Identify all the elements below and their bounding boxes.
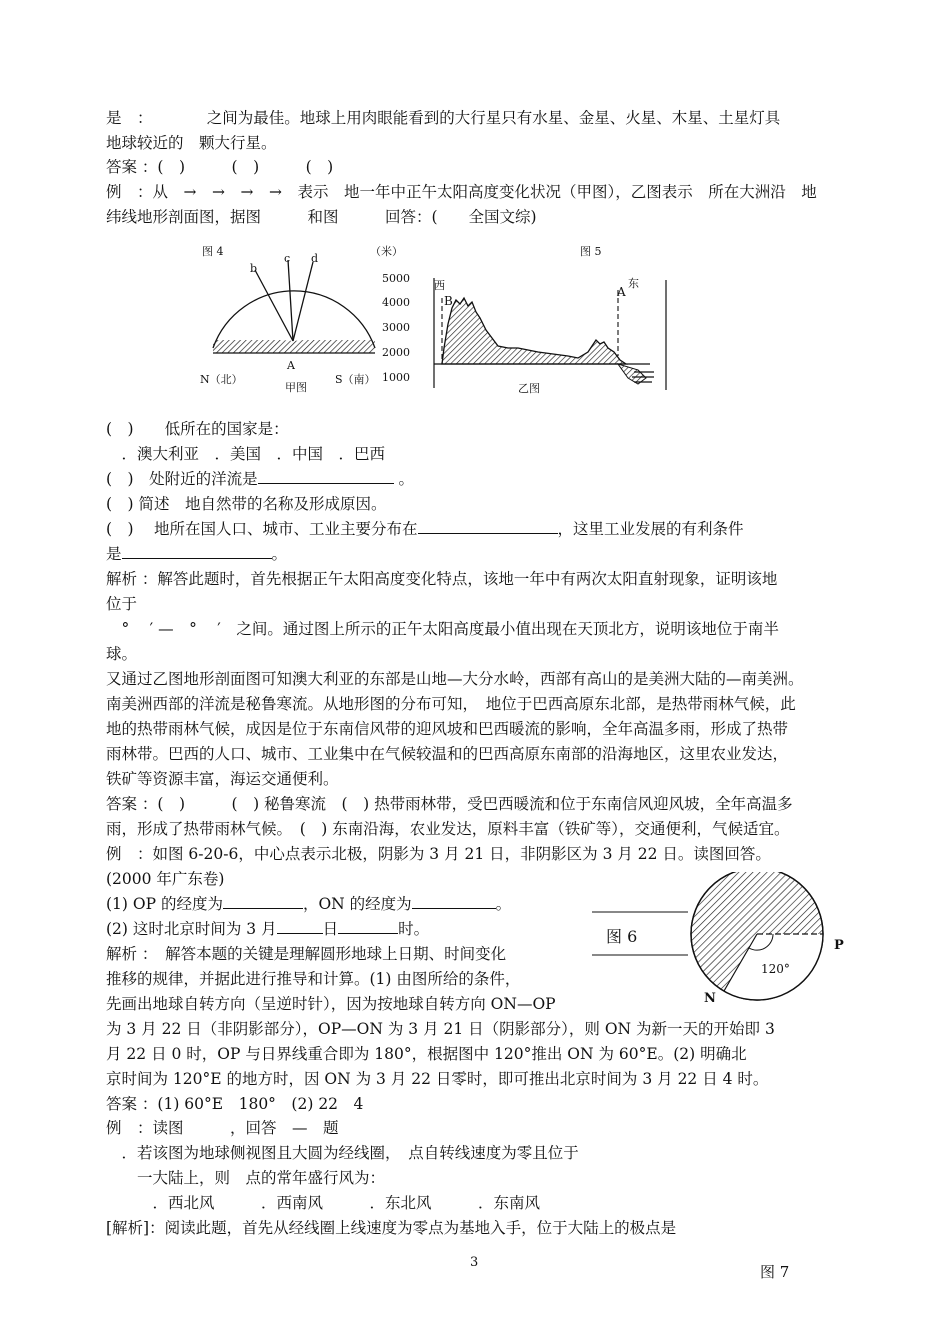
analysis-line: 铁矿等资源丰富，海运交通便利。 <box>106 770 339 788</box>
figure-5 <box>370 238 678 398</box>
answer-blank[interactable] <box>418 519 558 534</box>
example-question-text: (2) 这时北京时间为 3 月 <box>106 920 277 938</box>
example-line: 例 ：从 → → → → 表示 地一年中正午太阳高度变化状况（甲图），乙图表示 所在大洲沿 地 <box>106 183 817 201</box>
elevation-tick: 5000 <box>382 272 410 285</box>
analysis-line: 解析 ：解答此题时，首先根据正午太阳高度变化特点，该地一年中有两次太阳直射现象，证明该地 <box>106 570 778 588</box>
analysis-line: 雨林带。巴西的人口、城市、工业集中在气候较温和的巴西高原东南部的沿海地区，这里农业发达， <box>106 745 789 763</box>
analysis-line: 先画出地球自转方向（呈逆时针），因为按地球自转方向 ON—OP <box>106 995 556 1013</box>
elevation-unit: （米） <box>370 245 403 258</box>
point-label-n: N <box>704 991 716 1006</box>
analysis-line: 推移的规律，并据此进行推导和计算。(1) 由图所给的条件， <box>106 970 521 988</box>
analysis-line: 地的热带雨林气候，成因是位于东南信风带的迎风坡和巴西暖流的影响，全年高温多雨，形成了热带 <box>106 720 789 738</box>
analysis-line: [解析]：阅读此题，首先从经线圈上线速度为零点为基地入手，位于大陆上的极点是 <box>106 1219 677 1237</box>
point-label-a: A <box>287 359 295 372</box>
ray-label-d: d <box>311 252 319 265</box>
analysis-line: 位于 <box>106 595 138 613</box>
question-4-text: ( ) 地所在国人口、城市、工业主要分布在 <box>106 520 418 538</box>
ray-label-c: c <box>284 252 291 265</box>
example-question-text: 日 <box>322 920 339 938</box>
elevation-tick: 1000 <box>382 371 410 384</box>
answer-blank[interactable] <box>412 894 496 909</box>
example-line: 纬线地形剖面图，据图 和图 回答：( 全国文综) <box>106 208 537 226</box>
elevation-tick: 4000 <box>382 296 410 309</box>
figure-4-title: 图 4 <box>202 245 224 258</box>
analysis-line: 月 22 日 0 时，OP 与日界线重合即为 180°，根据图中 120°推出 ON 为 60°E。(2) 明确北 <box>106 1045 747 1063</box>
example-line: 一大陆上，则 点的常年盛行风为： <box>106 1169 386 1187</box>
analysis-line: ° ′ — ° ′ 之间。通过图上所示的正午太阳高度最小值出现在天顶北方，说明该地位于南半 <box>106 620 779 638</box>
answer-line: 答案 ：(1) 60°E 180° (2) 22 4 <box>106 1095 364 1113</box>
answer-blank[interactable] <box>338 919 398 934</box>
answer-line: 答案 ：( ) ( ) 秘鲁寒流 ( ) 热带雨林带，受巴西暖流和位于东南信风迎风坡，全年高温多 <box>106 795 793 813</box>
west-label: 西 <box>434 279 445 292</box>
example-question-1 <box>106 894 511 914</box>
north-label: N（北） <box>200 373 243 386</box>
example-line: ．若该图为地球侧视图且大圆为经线圈， 点自转线速度为零且位于 <box>106 1144 579 1162</box>
example-question-end: 。 <box>495 895 512 913</box>
point-label-a: A <box>617 285 626 299</box>
question-3: ( ) 简述 地自然带的名称及形成原因。 <box>106 495 387 513</box>
example-question-text: ，ON 的经度为 <box>302 895 412 913</box>
question-4 <box>106 519 744 539</box>
point-label-p: P <box>834 938 844 953</box>
question-1: ( ) 低所在的国家是： <box>106 420 289 438</box>
analysis-line: 解析 ： 解答本题的关键是理解圆形地球上日期、时间变化 <box>106 945 507 963</box>
figure-6 <box>590 872 850 1012</box>
figure-5-caption: 乙图 <box>518 382 540 395</box>
example-line: (2000 年广东卷) <box>106 870 225 888</box>
example-options: ．西北风 ．西南风 ．东北风 ．东南风 <box>106 1194 541 1212</box>
example-question-text: (1) OP 的经度为 <box>106 895 223 913</box>
text-line: 是 ： 之间为最佳。地球上用肉眼能看到的大行星只有水星、金星、火星、木星、土星灯具 <box>106 109 781 127</box>
figure-6-title: 图 6 <box>606 927 638 946</box>
analysis-line: 球。 <box>106 645 138 663</box>
question-4-text: ，这里工业发展的有利条件 <box>557 520 744 538</box>
text-line: 地球较近的 颗大行星。 <box>106 134 277 152</box>
answer-line: 雨，形成了热带雨林气候。 ( ) 东南沿海，农业发达，原料丰富（铁矿等），交通便利，气候适宜。 <box>106 820 790 838</box>
angle-label: 120° <box>761 962 790 976</box>
answer-line: 答案 ：( ) ( ) ( ) <box>106 158 334 176</box>
question-2-text: ( ) 处附近的洋流是 <box>106 470 258 488</box>
question-4-cont <box>106 544 287 564</box>
page-number: 3 <box>470 1255 479 1270</box>
analysis-line: 南美洲西部的洋流是秘鲁寒流。从地形图的分布可知， 地位于巴西高原东北部，是热带雨林气候，此 <box>106 695 796 713</box>
point-label-b: B <box>444 294 453 308</box>
question-2 <box>106 469 414 489</box>
figure-5-title: 图 5 <box>580 245 602 258</box>
south-label: S（南） <box>335 373 376 386</box>
figure-7-label: 图 7 <box>760 1263 790 1281</box>
example-question-2 <box>106 919 429 939</box>
example-line: 例 ：读图 ，回答 — 题 <box>106 1119 339 1137</box>
answer-blank[interactable] <box>258 469 394 484</box>
answer-blank[interactable] <box>223 894 303 909</box>
example-line: 例 ：如图 6-20-6，中心点表示北极，阴影为 3 月 21 日，非阴影区为 3 月 22 日。读图回答。 <box>106 845 771 863</box>
elevation-tick: 3000 <box>382 321 410 334</box>
ray-label-b: b <box>250 262 258 275</box>
figure-4-caption: 甲图 <box>285 381 307 394</box>
analysis-line: 又通过乙图地形剖面图可知澳大利亚的东部是山地—大分水岭，西部有高山的是美洲大陆的—南美洲。 <box>106 670 804 688</box>
answer-blank[interactable] <box>277 919 323 934</box>
east-label: 东 <box>628 277 639 290</box>
analysis-line: 为 3 月 22 日（非阴影部分），OP—ON 为 3 月 21 日（阴影部分），则 ON 为新一天的开始即 3 <box>106 1020 775 1038</box>
question-4-end: 。 <box>271 545 288 563</box>
figure-4 <box>195 238 400 398</box>
analysis-line: 京时间为 120°E 的地方时，因 ON 为 3 月 22 日零时，即可推出北京时间为 3 月 22 日 4 时。 <box>106 1070 769 1088</box>
answer-blank[interactable] <box>122 544 272 559</box>
elevation-tick: 2000 <box>382 346 410 359</box>
question-2-end: 。 <box>398 470 415 488</box>
example-question-end: 时。 <box>398 920 430 938</box>
question-4-text: 是 <box>106 545 122 563</box>
question-1-options: ．澳大利亚 ．美国 ．中国 ．巴西 <box>106 445 386 463</box>
